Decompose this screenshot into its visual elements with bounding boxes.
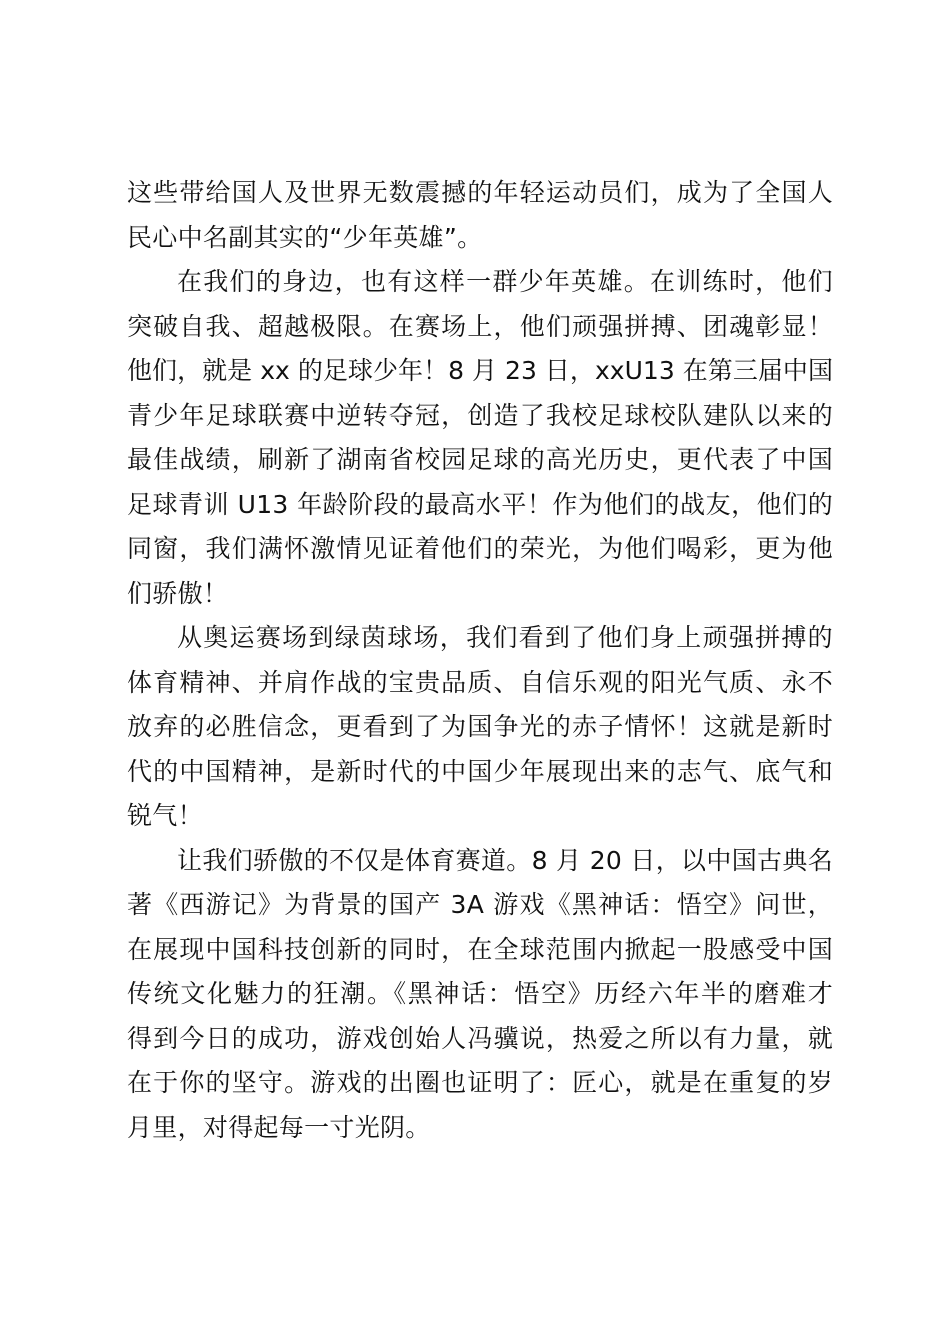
text-line: 体育精神、并肩作战的宝贵品质、自信乐观的阳光气质、永不 xyxy=(127,667,833,697)
text-line: 在于你的坚守。游戏的出圈也证明了：匠心，就是在重复的岁 xyxy=(127,1068,833,1097)
text-line: 放弃的必胜信念，更看到了为国争光的赤子情怀！这就是新时 xyxy=(127,712,833,741)
text-line: 得到今日的成功，游戏创始人冯骥说，热爱之所以有力量，就 xyxy=(127,1023,833,1053)
text-line: 突破自我、超越极限。在赛场上，他们顽强拼搏、团魂彰显！ xyxy=(127,311,833,341)
text-line: 在我们的身边，也有这样一群少年英雄。在训练时，他们 xyxy=(177,267,833,296)
text-line: 传统文化魅力的狂潮。《黑神话：悟空》历经六年半的磨难才 xyxy=(127,979,833,1008)
text-line: 最佳战绩，刷新了湖南省校园足球的高光历史，更代表了中国 xyxy=(127,445,833,474)
text-line: 青少年足球联赛中逆转夺冠，创造了我校足球校队建队以来的 xyxy=(127,400,833,430)
text-line: 从奥运赛场到绿茵球场，我们看到了他们身上顽强拼搏的 xyxy=(177,623,833,652)
text-line: 让我们骄傲的不仅是体育赛道。8 月 20 日，以中国古典名 xyxy=(177,845,833,875)
text-line: 们骄傲！ xyxy=(127,578,229,608)
text-line: 著《西游记》为背景的国产 3A 游戏《黑神话：悟空》问世， xyxy=(127,890,833,919)
text-line: 足球青训 U13 年龄阶段的最高水平！作为他们的战友，他们的 xyxy=(127,489,833,519)
text-line: 民心中名副其实的“少年英雄”。 xyxy=(127,222,483,252)
body-text xyxy=(127,171,833,1150)
text-line: 锐气！ xyxy=(127,801,203,830)
text-line: 同窗，我们满怀激情见证着他们的荣光，为他们喝彩，更为他 xyxy=(127,534,833,563)
text-line: 月里，对得起每一寸光阴。 xyxy=(127,1112,431,1142)
text-line: 代的中国精神，是新时代的中国少年展现出来的志气、底气和 xyxy=(127,756,833,786)
text-line: 这些带给国人及世界无数震撼的年轻运动员们，成为了全国人 xyxy=(127,178,833,207)
text-line: 在展现中国科技创新的同时，在全球范围内掀起一股感受中国 xyxy=(127,934,833,964)
text-line: 他们，就是 xx 的足球少年！8 月 23 日，xxU13 在第三届中国 xyxy=(127,356,833,385)
